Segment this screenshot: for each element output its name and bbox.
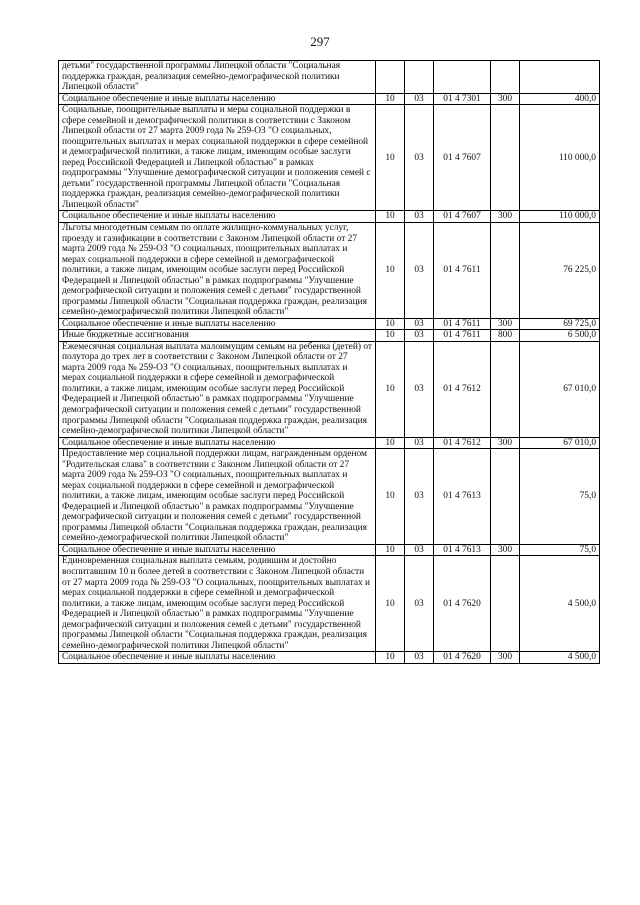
table-row <box>59 318 600 330</box>
row-description: Предоставление мер социальной поддержки лицам, награжденным орденом "Родительская слава" в соответствии с Законом Липецкой области от 27 марта 2009 года № 259-ОЗ "О социальных, поощрительных выплатах и мерах социальной поддержки в сфере семейной и демографической политики, а также лицам, имеющим особые заслуги перед Российской Федерацией и Липецкой областью" в рамках подпрограммы "Улучшение демографической ситуации и положения семей с детьми" государственной программы Липецкой области "Социальная поддержка граждан, реализация семейно-демографической политики Липецкой области" <box>59 449 376 545</box>
row-subsection: 03 <box>405 318 434 330</box>
row-amount: 110 000,0 <box>520 211 600 223</box>
row-target-code: 01 4 7613 <box>434 449 491 545</box>
row-expense-type: 300 <box>491 544 520 556</box>
row-expense-type <box>491 449 520 545</box>
row-expense-type <box>491 222 520 318</box>
table-row <box>59 330 600 342</box>
row-section: 10 <box>376 652 405 664</box>
row-subsection: 03 <box>405 211 434 223</box>
row-subsection: 03 <box>405 449 434 545</box>
table-row <box>59 437 600 449</box>
row-expense-type <box>491 61 520 94</box>
row-target-code: 01 4 7620 <box>434 556 491 652</box>
table-row <box>59 341 600 437</box>
row-description: Социальное обеспечение и иные выплаты населению <box>59 652 376 664</box>
table-row <box>59 449 600 545</box>
row-target-code: 01 4 7301 <box>434 93 491 105</box>
row-target-code: 01 4 7613 <box>434 544 491 556</box>
row-section: 10 <box>376 544 405 556</box>
row-description: Социальное обеспечение и иные выплаты населению <box>59 93 376 105</box>
table-row <box>59 93 600 105</box>
row-amount: 4 500,0 <box>520 556 600 652</box>
row-subsection: 03 <box>405 105 434 211</box>
table-row <box>59 105 600 211</box>
row-subsection: 03 <box>405 330 434 342</box>
row-expense-type <box>491 556 520 652</box>
row-amount: 67 010,0 <box>520 437 600 449</box>
row-amount: 400,0 <box>520 93 600 105</box>
row-section: 10 <box>376 222 405 318</box>
row-description: Социальное обеспечение и иные выплаты населению <box>59 318 376 330</box>
row-section: 10 <box>376 449 405 545</box>
row-description: Иные бюджетные ассигнования <box>59 330 376 342</box>
row-description: детьми" государственной программы Липецкой области "Социальная поддержка граждан, реализация семейно-демографической политики Липецкой области" <box>59 61 376 94</box>
row-amount: 69 725,0 <box>520 318 600 330</box>
row-description: Социальное обеспечение и иные выплаты населению <box>59 544 376 556</box>
row-target-code: 01 4 7607 <box>434 211 491 223</box>
row-expense-type: 300 <box>491 437 520 449</box>
table-row <box>59 211 600 223</box>
row-amount: 4 500,0 <box>520 652 600 664</box>
row-amount: 6 500,0 <box>520 330 600 342</box>
row-section: 10 <box>376 437 405 449</box>
row-amount <box>520 61 600 94</box>
row-expense-type: 300 <box>491 652 520 664</box>
row-amount: 110 000,0 <box>520 105 600 211</box>
row-subsection <box>405 61 434 94</box>
row-section: 10 <box>376 330 405 342</box>
row-amount: 75,0 <box>520 544 600 556</box>
row-target-code: 01 4 7611 <box>434 318 491 330</box>
table-row <box>59 556 600 652</box>
row-target-code: 01 4 7611 <box>434 222 491 318</box>
table-row <box>59 544 600 556</box>
row-section: 10 <box>376 105 405 211</box>
row-section: 10 <box>376 341 405 437</box>
row-section: 10 <box>376 93 405 105</box>
row-subsection: 03 <box>405 652 434 664</box>
row-amount: 76 225,0 <box>520 222 600 318</box>
budget-table-body <box>59 61 600 664</box>
row-amount: 75,0 <box>520 449 600 545</box>
row-description: Социальное обеспечение и иные выплаты населению <box>59 211 376 223</box>
row-expense-type <box>491 105 520 211</box>
row-section: 10 <box>376 556 405 652</box>
row-description: Социальные, поощрительные выплаты и меры социальной поддержки в сфере семейной и демографической политики в соответствии с Законом Липецкой области от 27 марта 2009 года № 259-ОЗ "О социальных, поощрительных выплатах и мерах социальной поддержки в сфере семейной и демографической политики, а также лицам, имеющим особые заслуги перед Российской Федерацией и Липецкой областью" в рамках подпрограммы "Улучшение демографической ситуации и положения семей с детьми" государственной программы Липецкой области "Социальная поддержка граждан, реализация семейно-демографической политики Липецкой области" <box>59 105 376 211</box>
row-description: Льготы многодетным семьям по оплате жилищно-коммунальных услуг, проезду и газификации в соответствии с Законом Липецкой области от 27 марта 2009 года № 259-ОЗ "О социальных, поощрительных выплатах и мерах социальной поддержки в сфере семейной и демографической политики, а также лицам, имеющим особые заслуги перед Российской Федерацией и Липецкой областью" в рамках подпрограммы "Улучшение демографической ситуации и положения семей с детьми" государственной программы Липецкой области "Социальная поддержка граждан, реализация семейно-демографической политики Липецкой области" <box>59 222 376 318</box>
row-expense-type: 300 <box>491 211 520 223</box>
row-section: 10 <box>376 211 405 223</box>
row-subsection: 03 <box>405 93 434 105</box>
row-section <box>376 61 405 94</box>
row-expense-type: 300 <box>491 318 520 330</box>
row-subsection: 03 <box>405 544 434 556</box>
row-target-code: 01 4 7620 <box>434 652 491 664</box>
row-expense-type <box>491 341 520 437</box>
row-amount: 67 010,0 <box>520 341 600 437</box>
table-row <box>59 652 600 664</box>
table-row <box>59 61 600 94</box>
row-target-code: 01 4 7611 <box>434 330 491 342</box>
table-row <box>59 222 600 318</box>
row-target-code: 01 4 7612 <box>434 341 491 437</box>
page-number: 297 <box>310 34 330 49</box>
budget-table <box>58 60 600 664</box>
row-description: Ежемесячная социальная выплата малоимущим семьям на ребенка (детей) от полутора до трех лет в соответствии с Законом Липецкой области от 27 марта 2009 года № 259-ОЗ "О социальных, поощрительных выплатах и мерах социальной поддержки в сфере семейной и демографической политики, а также лицам, имеющим особые заслуги перед Российской Федерацией и Липецкой областью" в рамках подпрограммы "Улучшение демографической ситуации и положения семей с детьми" государственной программы Липецкой области "Социальная поддержка граждан, реализация семейно-демографической политики Липецкой области" <box>59 341 376 437</box>
row-section: 10 <box>376 318 405 330</box>
row-subsection: 03 <box>405 556 434 652</box>
row-subsection: 03 <box>405 222 434 318</box>
row-expense-type: 300 <box>491 93 520 105</box>
row-target-code <box>434 61 491 94</box>
row-subsection: 03 <box>405 341 434 437</box>
row-description: Единовременная социальная выплата семьям, родившим и достойно воспитавшим 10 и более детей в соответствии с Законом Липецкой области от 27 марта 2009 года № 259-ОЗ "О социальных, поощрительных выплатах и мерах социальной поддержки в сфере семейной и демографической политики, а также лицам, имеющим особые заслуги перед Российской Федерацией и Липецкой областью" в рамках подпрограммы "Улучшение демографической ситуации и положения семей с детьми" государственной программы Липецкой области "Социальная поддержка граждан, реализация семейно-демографической политики Липецкой области" <box>59 556 376 652</box>
row-target-code: 01 4 7612 <box>434 437 491 449</box>
row-subsection: 03 <box>405 437 434 449</box>
row-description: Социальное обеспечение и иные выплаты населению <box>59 437 376 449</box>
row-expense-type: 800 <box>491 330 520 342</box>
row-target-code: 01 4 7607 <box>434 105 491 211</box>
